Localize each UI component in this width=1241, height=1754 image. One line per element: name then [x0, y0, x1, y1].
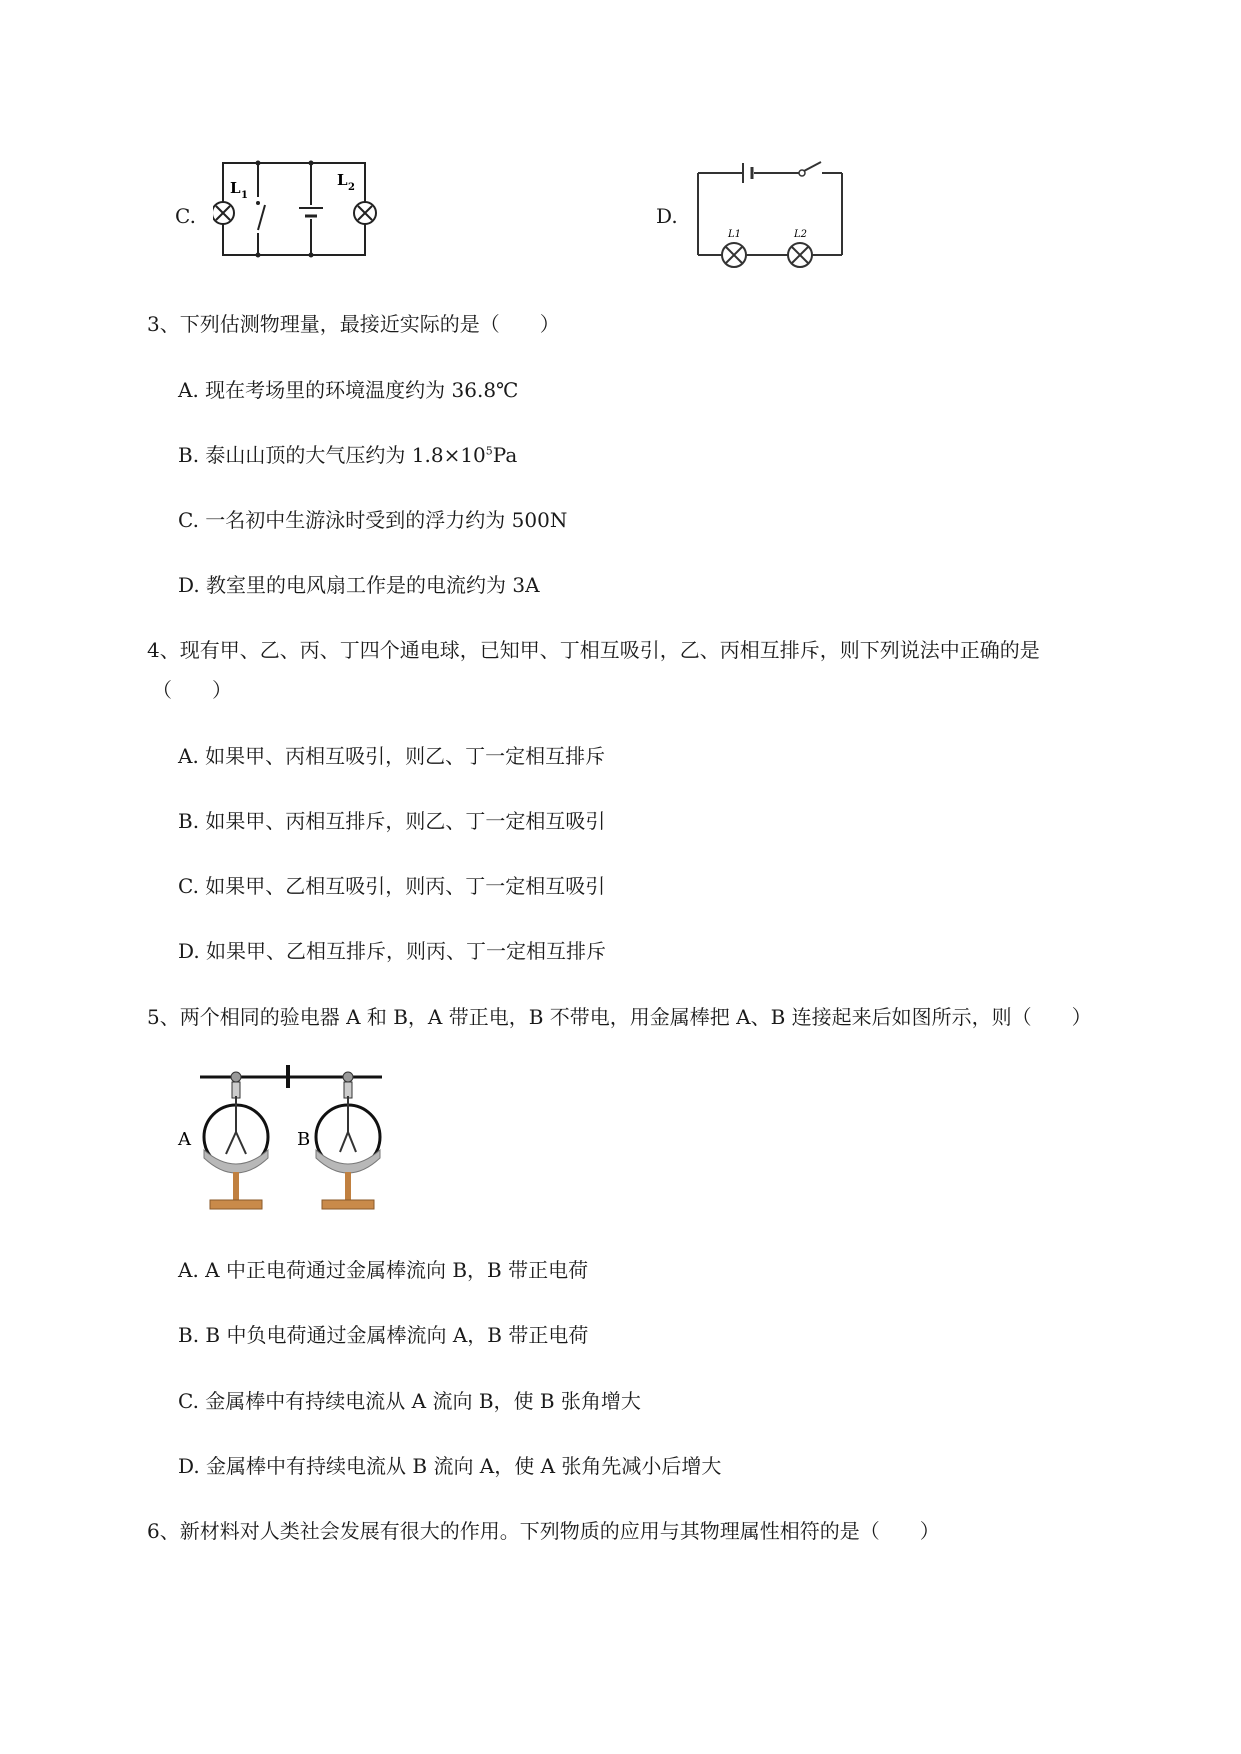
- option-d-label: D.: [656, 204, 678, 228]
- lamp-l1-icon: [722, 243, 746, 267]
- circuit-diagram-d: [692, 155, 852, 270]
- question-5-option-c: C. 金属棒中有持续电流从 A 流向 B，使 B 张角增大: [178, 1389, 641, 1413]
- electroscope-diagram: [170, 1060, 395, 1220]
- question-3-option-a: A. 现在考场里的环境温度约为 36.8℃: [178, 378, 519, 402]
- question-4-option-a: A. 如果甲、丙相互吸引，则乙、丁一定相互排斥: [178, 744, 606, 768]
- battery-icon: [743, 163, 752, 183]
- question-5-option-d: D. 金属棒中有持续电流从 B 流向 A，使 A 张角先减小后增大: [178, 1454, 722, 1478]
- electroscope-b-label: B: [297, 1129, 311, 1150]
- question-5-option-b: B. B 中负电荷通过金属棒流向 A，B 带正电荷: [178, 1323, 589, 1347]
- battery-icon: [299, 205, 323, 219]
- lamp-l1-icon: [213, 202, 234, 224]
- svg-text:2: 2: [348, 182, 355, 193]
- question-3-option-d: D. 教室里的电风扇工作是的电流约为 3A: [178, 573, 540, 597]
- option-c-label: C.: [175, 204, 196, 228]
- question-3-stem: 3、下列估测物理量，最接近实际的是（ ）: [147, 312, 560, 336]
- question-4-option-b: B. 如果甲、丙相互排斥，则乙、丁一定相互吸引: [178, 809, 606, 833]
- lamp-l2-label: L: [337, 171, 348, 189]
- question-4-option-c: C. 如果甲、乙相互吸引，则丙、丁一定相互吸引: [178, 874, 606, 898]
- question-3-option-b: B. 泰山山顶的大气压约为 $1.8\times 10^5Pa$: [178, 443, 518, 467]
- lamp-l1-label: L1: [728, 229, 742, 240]
- circuit-diagram-c: [213, 155, 378, 265]
- question-6-stem: 6、新材料对人类社会发展有很大的作用。下列物质的应用与其物理属性相符的是（ ）: [147, 1519, 940, 1543]
- electroscope-a-label: A: [178, 1129, 191, 1150]
- lamp-l2-label: L2: [794, 229, 808, 240]
- lamp-l2-icon: [354, 202, 376, 224]
- question-4-stem-bracket: （ ）: [152, 678, 232, 702]
- switch-icon: [799, 162, 821, 176]
- lamp-l2-icon: [788, 243, 812, 267]
- lamp-l1-label: L: [230, 179, 241, 197]
- electroscope-a: [204, 1072, 268, 1209]
- electroscope-b: [316, 1072, 380, 1209]
- question-4-option-d: D. 如果甲、乙相互排斥，则丙、丁一定相互排斥: [178, 939, 607, 963]
- svg-text:1: 1: [241, 190, 248, 201]
- question-4-stem: 4、现有甲、乙、丙、丁四个通电球，已知甲、丁相互吸引，乙、丙相互排斥，则下列说法中正确的是: [147, 638, 1040, 662]
- question-5-stem: 5、两个相同的验电器 A 和 B，A 带正电，B 不带电，用金属棒把 A、B 连接起来后如图所示，则（ ）: [147, 1005, 1092, 1029]
- question-5-option-a: A. A 中正电荷通过金属棒流向 B，B 带正电荷: [178, 1258, 589, 1282]
- question-3-option-c: C. 一名初中生游泳时受到的浮力约为 500N: [178, 508, 568, 532]
